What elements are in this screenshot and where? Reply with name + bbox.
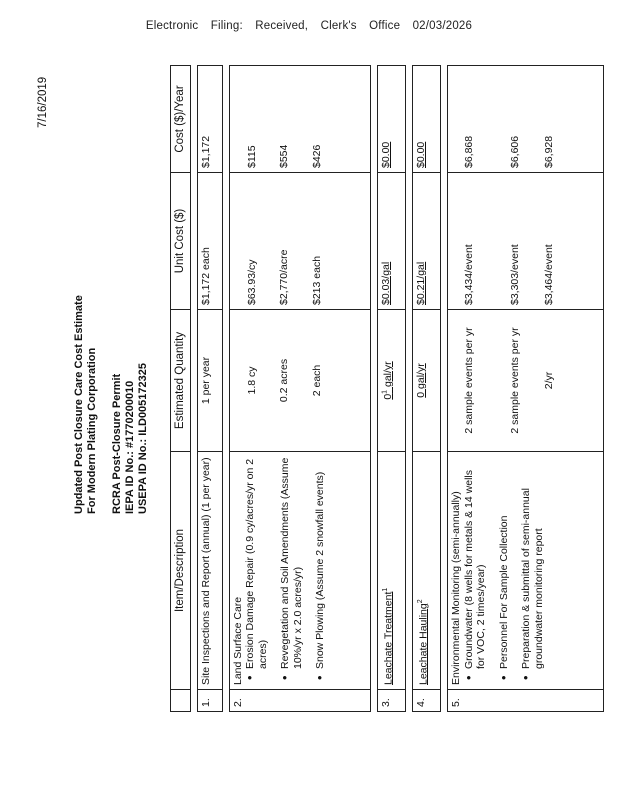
table-header-row [171, 66, 191, 712]
row-cost [448, 66, 604, 173]
row-unit-cost: $0.03/gal [377, 173, 405, 310]
iepa-id: IEPA ID No.: #1770200010 [124, 380, 136, 514]
cost-snow: $426 [310, 144, 323, 168]
cost-estimate-table-wrapper [170, 66, 604, 712]
filing-stamp: Electronic Filing: Received, Clerk's Office 02/03/2026 [145, 20, 473, 32]
table-row [229, 66, 370, 712]
usepa-id: USEPA ID No.: ILD005172325 [137, 362, 149, 514]
sub-item-report: • Preparation & submittal of semi-annual groundwater monitoring report [520, 456, 545, 669]
title-block [73, 194, 150, 514]
table-row [198, 66, 223, 712]
row-unit-cost [229, 173, 370, 310]
unit-groundwater: $3,434/event [463, 244, 476, 305]
qty-report: 2/yr [543, 371, 556, 390]
cost-estimate-table [170, 65, 604, 712]
header-qty: Estimated Quantity [171, 310, 191, 452]
title-line-1: Updated Post Closure Care Cost Estimate [73, 295, 85, 514]
sub-item-groundwater: • Groundwater (8 wells for metals & 14 wells for VOC, 2 times/year) [463, 456, 488, 669]
qty-groundwater: 2 sample events per yr [463, 327, 476, 434]
header-item: Item/Description [171, 452, 191, 690]
row-num: 4. [412, 690, 440, 712]
cost-personnel: $6,606 [508, 135, 521, 168]
row-qty [229, 310, 370, 452]
section-title: Land Surface Care [231, 596, 244, 685]
cost-revegetation: $554 [278, 144, 291, 168]
row-desc [229, 452, 370, 690]
row-num: 2. [229, 690, 370, 712]
cost-erosion: $115 [245, 145, 258, 168]
qty-erosion: 1.8 cy [245, 366, 258, 395]
header-cost-year: Cost ($)/Year [171, 66, 191, 173]
title-line-2: For Modern Plating Corporation [86, 347, 98, 514]
permit-line: RCRA Post-Closure Permit [111, 373, 123, 514]
table-row [448, 66, 604, 712]
section-title: Environmental Monitoring (semi-annually) [450, 491, 463, 685]
row-unit-cost: $0.21/gal [412, 173, 440, 310]
qty-personnel: 2 sample events per yr [508, 327, 521, 434]
sub-item-snow-plowing: • Snow Plowing (Assume 2 snowfall events) [314, 456, 327, 669]
cost-report: $6,928 [543, 135, 556, 168]
row-desc [448, 452, 604, 690]
row-qty: 1 per year [198, 310, 223, 452]
unit-personnel: $3,303/event [508, 244, 521, 305]
qty-snow: 2 each [310, 364, 323, 397]
row-unit-cost [448, 173, 604, 310]
row-cost: $0.00 [412, 66, 440, 173]
row-num: 5. [448, 690, 604, 712]
row-num: 3. [377, 690, 405, 712]
row-desc: Leachate Hauling$^2$ [412, 452, 440, 690]
table-row [412, 66, 440, 712]
row-cost [229, 66, 370, 173]
row-unit-cost: $1,172 each [198, 173, 223, 310]
row-qty [448, 310, 604, 452]
row-num: 1. [198, 690, 223, 712]
sub-item-erosion: • Erosion Damage Repair (0.9 cy/acres/yr on 2 acres) [244, 456, 269, 669]
document-date: 7/16/2019 [37, 76, 49, 128]
row-qty: 0 gal/yr [412, 310, 440, 452]
table-row [377, 66, 405, 712]
row-cost: $0.00 [377, 66, 405, 173]
sub-item-revegetation: • Revegetation and Soil Amendments (Assume 10%/yr x 2.0 acres/yr) [279, 456, 304, 669]
unit-erosion: $63.93/cy [245, 259, 258, 305]
header-unit-cost: Unit Cost ($) [171, 173, 191, 310]
unit-report: $3,464/event [543, 244, 556, 305]
unit-revegetation: $2,770/acre [278, 249, 291, 305]
row-desc: Leachate Treatment$^1$ [377, 452, 405, 690]
row-cost: $1,172 [198, 66, 223, 173]
cost-groundwater: $6,868 [463, 135, 476, 168]
row-desc: Site Inspections and Report (annual) (1 per year) [198, 452, 223, 690]
unit-snow: $213 each [310, 255, 323, 305]
qty-revegetation: 0.2 acres [278, 358, 291, 403]
header-num [171, 690, 191, 712]
row-qty: $0^1$ gal/yr [377, 310, 405, 452]
sub-item-personnel: • Personnel For Sample Collection [498, 456, 511, 669]
